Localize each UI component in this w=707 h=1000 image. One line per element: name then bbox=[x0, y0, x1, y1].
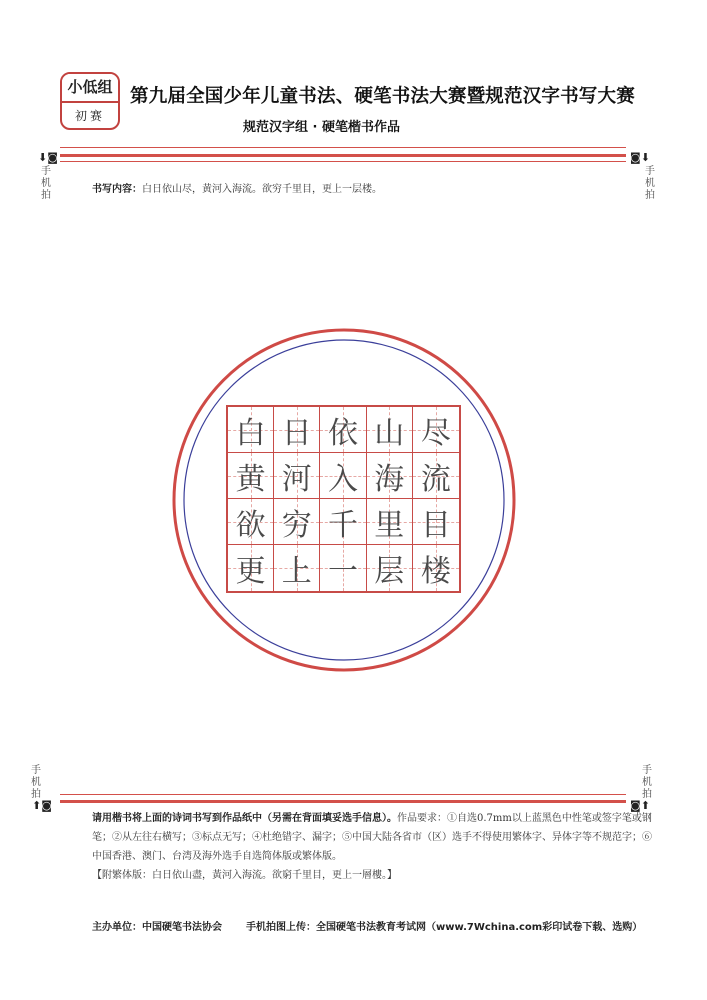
handwritten-character: 入 bbox=[327, 461, 358, 497]
grid-cell bbox=[228, 407, 274, 453]
side-note-bottom-left: 手机拍 bbox=[31, 765, 41, 800]
download-icon: ⬇ bbox=[38, 151, 48, 164]
handwritten-character: 层 bbox=[374, 554, 405, 589]
host-organization: 主办单位：中国硬笔书法协会 bbox=[92, 922, 222, 933]
group-label: 小低组 bbox=[62, 74, 118, 103]
side-note-bottom-right: 手机拍 bbox=[642, 765, 652, 800]
grid-cell bbox=[320, 499, 366, 545]
handwritten-character: 日 bbox=[281, 415, 312, 451]
grid-cell bbox=[320, 407, 366, 453]
download-icon: ⬇ bbox=[640, 151, 650, 164]
handwritten-character: 楼 bbox=[420, 554, 451, 589]
handwritten-character: 海 bbox=[374, 461, 405, 497]
grid-cell bbox=[413, 545, 459, 591]
competition-title: 第九届全国少年儿童书法、硬笔书法大赛暨规范汉字书写大赛 bbox=[130, 86, 635, 107]
grid-cell bbox=[413, 453, 459, 499]
bottom-left-marks bbox=[32, 800, 52, 811]
handwritten-character: 依 bbox=[327, 415, 358, 451]
side-note-top-left: 手机拍 bbox=[41, 166, 51, 201]
side-note-top-right: 手机拍 bbox=[645, 166, 655, 201]
grid-cell bbox=[320, 453, 366, 499]
grid-cell bbox=[413, 499, 459, 545]
category-subtitle: 规范汉字组 · 硬笔楷书作品 bbox=[243, 120, 400, 135]
upload-icon: ⬆ bbox=[32, 799, 42, 812]
requirements-block bbox=[92, 809, 652, 885]
grid-cell bbox=[413, 407, 459, 453]
writing-label: 书写内容： bbox=[92, 184, 142, 195]
handwritten-character: 流 bbox=[420, 461, 451, 497]
upload-icon: ⬆ bbox=[640, 799, 650, 812]
camera-icon: ◙ bbox=[47, 151, 58, 164]
grid-cell bbox=[228, 453, 274, 499]
handwritten-character: 河 bbox=[281, 461, 312, 497]
grid-cell bbox=[274, 545, 320, 591]
handwritten-character: 里 bbox=[374, 507, 405, 543]
bottom-rule-thin bbox=[60, 794, 626, 795]
handwritten-character: 山 bbox=[374, 415, 405, 451]
traditional-version: 【附繁体版：白日依山盡，黃河入海流。欲窮千里目，更上一層樓。】 bbox=[92, 870, 397, 881]
grid-cell bbox=[367, 453, 413, 499]
camera-icon: ◙ bbox=[41, 799, 52, 812]
handwritten-character: 欲 bbox=[235, 507, 266, 543]
grid-cell bbox=[274, 453, 320, 499]
tianzige-grid bbox=[226, 405, 461, 593]
requirements-lead: 请用楷书将上面的诗词书写到作品纸中（另需在背面填妥选手信息）。 bbox=[92, 813, 397, 824]
writing-content: 白日依山尽，黄河入海流。欲穷千里目，更上一层楼。 bbox=[142, 184, 382, 195]
camera-icon: ◙ bbox=[630, 799, 641, 812]
handwritten-character: 尽 bbox=[420, 415, 451, 451]
handwritten-character: 千 bbox=[327, 507, 358, 543]
handwritten-character: 目 bbox=[420, 507, 451, 543]
requirements-body: 作品要求：①自选0.7mm以上蓝黑色中性笔或签字笔或钢笔；②从左往右横写；③标点无写；④杜绝错字、漏字；⑤中国大陆各省市（区）选手不得使用繁体字、异体字等不规范字；⑥中国香港、澳门、台湾及海外选手自选简体版或繁体版。 bbox=[92, 813, 652, 862]
grid-cell bbox=[367, 407, 413, 453]
handwritten-character: 黄 bbox=[235, 461, 266, 497]
grid-cell bbox=[274, 499, 320, 545]
handwritten-character: 白 bbox=[235, 415, 266, 451]
handwritten-character: 更 bbox=[235, 554, 266, 589]
grid-cell bbox=[274, 407, 320, 453]
handwritten-character: 一 bbox=[327, 554, 358, 589]
bottom-rule-thick bbox=[60, 800, 626, 803]
grid-cell bbox=[228, 499, 274, 545]
grid-cell bbox=[367, 545, 413, 591]
camera-icon: ◙ bbox=[630, 151, 641, 164]
round-label: 初赛 bbox=[74, 109, 105, 123]
handwritten-character: 上 bbox=[281, 554, 312, 589]
handwritten-character: 穷 bbox=[281, 507, 312, 543]
grid-cell bbox=[367, 499, 413, 545]
grid-cell bbox=[228, 545, 274, 591]
upload-info: 手机拍图上传：全国硬笔书法教育考试网（www.7Wchina.com彩印试卷下载、选购） bbox=[246, 922, 643, 933]
grid-cell bbox=[320, 545, 366, 591]
